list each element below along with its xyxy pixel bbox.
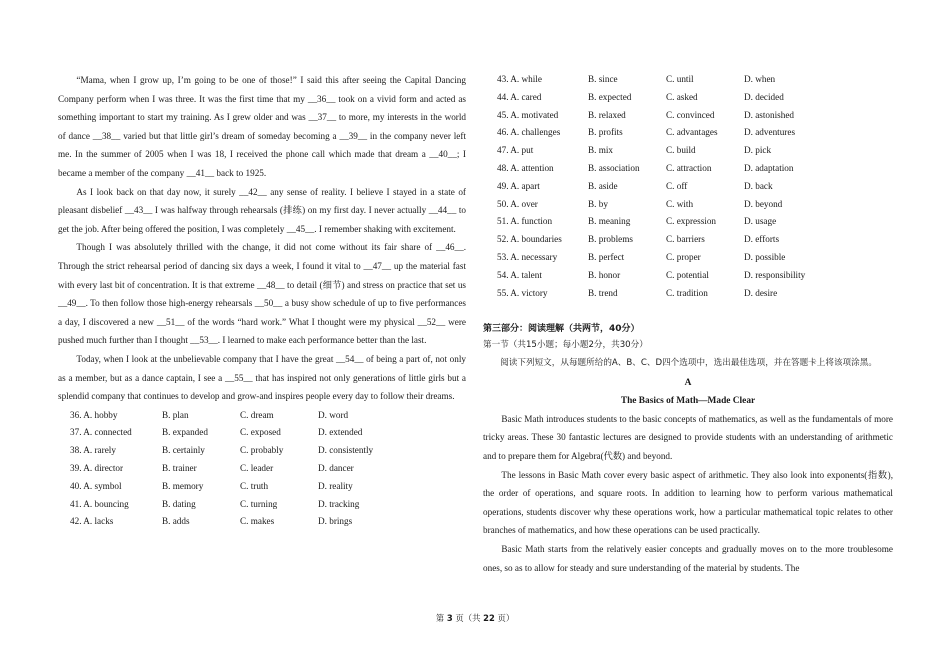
option-b: B. profits [588, 127, 623, 138]
option-d: D. word [318, 409, 349, 420]
option-a: 36. A. hobby [70, 409, 118, 420]
option-row [497, 231, 893, 249]
option-row [497, 213, 893, 231]
option-a: 48. A. attention [497, 162, 554, 173]
option-row [497, 285, 893, 303]
option-d: D. desire [744, 287, 778, 298]
option-row [497, 249, 893, 267]
footer-prefix: 第 [435, 613, 445, 623]
option-b: B. since [588, 74, 618, 84]
option-row [497, 71, 893, 89]
option-a: 53. A. necessary [497, 251, 558, 262]
option-d: D. when [744, 74, 776, 84]
option-d: D. responsibility [744, 269, 806, 280]
option-a: 46. A. challenges [497, 127, 561, 138]
option-b: B. association [588, 162, 640, 173]
option-d: D. back [744, 180, 773, 191]
option-b: B. aside [588, 180, 618, 191]
option-c: C. barriers [666, 234, 705, 245]
option-d: D. reality [318, 480, 353, 491]
page-number: 3 [446, 613, 453, 623]
option-row [497, 178, 893, 196]
option-d: D. decided [744, 91, 784, 102]
option-a: 37. A. connected [70, 427, 132, 438]
option-d: D. usage [744, 216, 777, 227]
option-d: D. possible [744, 251, 786, 262]
passage-paragraph: As I look back on that day now, it surely __42__ any sense of reality. I believe I stayed in a state of pleasant disbelief __43__ I was halfway through rehearsals (排练) on my first day. I never actually __44__ to get the job. After being offered the position, I was completely __45__. I remember shaking with excitement. [58, 186, 466, 234]
option-c: C. makes [240, 516, 275, 527]
passage-letter: A [684, 377, 692, 388]
option-a: 43. A. while [497, 74, 542, 84]
option-b: B. plan [162, 409, 189, 420]
option-b: B. expanded [162, 427, 208, 438]
option-a: 54. A. talent [497, 269, 542, 280]
option-a: 41. A. bouncing [70, 498, 129, 509]
option-d: D. consistently [318, 445, 374, 456]
option-row [70, 460, 466, 478]
option-d: D. tracking [318, 498, 360, 509]
article-paragraph: The lessons in Basic Math cover every basic aspect of arithmetic. They also look into exponents(指数), the order of operations, and square roots. In addition to learning how to perform various mathematical operations, students discover why these operations work, how a particular mathematical topic relates to other branches of mathematics, and how these operations can be used practically. [483, 469, 893, 536]
page-total: 22 [483, 613, 495, 623]
option-d: D. beyond [744, 198, 783, 209]
passage-paragraph: Though I was absolutely thrilled with the change, it did not come without its fair share of __46__. Through the strict rehearsal period of dancing six days a week, I found it vital to __47__ up the material fast with every last bit of concentration. It is that extreme __48__ to detail (细节) and stress on practice that set us __49__. To then follow those high-energy rehearsals __50__ a busy show schedule of up to five performances a day, I discovered a new __51__ of the words “hard work.” What I thought were my physical __52__ were pushed much further than I thought __53__. I learned to make each performance better than the last. [58, 242, 466, 346]
option-c: C. with [666, 198, 694, 209]
option-row [497, 89, 893, 107]
option-b: B. dating [162, 498, 196, 509]
option-b: B. expected [588, 91, 632, 102]
option-d: D. adaptation [744, 162, 794, 173]
option-row [70, 513, 466, 531]
footer-middle: 页（共 [455, 613, 481, 623]
option-row [70, 407, 466, 425]
article-paragraph: Basic Math starts from the relatively easier concepts and gradually moves on to the more troublesome ones, so as to allow for steady and sure understanding of the material by students. The [483, 543, 893, 573]
options-list [58, 407, 466, 532]
option-a: 44. A. cared [497, 91, 542, 102]
section-subtitle: 第一节（共15小题；每小题2分，共30分） [483, 340, 648, 351]
option-a: 49. A. apart [497, 180, 540, 191]
option-a: 50. A. over [497, 198, 538, 209]
option-a: 52. A. boundaries [497, 234, 562, 245]
option-row [70, 424, 466, 442]
option-b: B. relaxed [588, 109, 626, 120]
option-c: C. proper [666, 251, 701, 262]
article-title: The Basics of Math—Made Clear [620, 395, 756, 406]
option-b: B. mix [588, 145, 614, 156]
option-d: D. brings [318, 516, 353, 527]
section-title: 第三部分：阅读理解（共两节，40分） [483, 324, 640, 335]
option-row [70, 496, 466, 514]
option-b: B. perfect [588, 251, 625, 262]
option-c: C. potential [666, 269, 709, 280]
option-a: 55. A. victory [497, 287, 548, 298]
option-c: C. advantages [666, 127, 718, 138]
option-d: D. astonished [744, 109, 795, 120]
option-b: B. certainly [162, 445, 205, 456]
option-row [497, 142, 893, 160]
option-a: 51. A. function [497, 216, 553, 227]
options-list [483, 71, 893, 302]
option-row [70, 478, 466, 496]
option-row [497, 107, 893, 125]
option-b: B. trainer [162, 463, 197, 474]
option-c: C. probably [240, 445, 284, 456]
option-a: 38. A. rarely [70, 445, 116, 456]
option-c: C. off [666, 180, 688, 191]
option-a: 47. A. put [497, 145, 534, 156]
option-d: D. extended [318, 427, 363, 438]
option-c: C. leader [240, 463, 274, 474]
instruction-text: 阅读下列短文，从每题所给的A、B、C、D四个选项中，选出最佳选项，并在答题卡上将该项涂黑。 [500, 358, 877, 369]
option-row [497, 267, 893, 285]
option-a: 42. A. lacks [70, 516, 114, 527]
option-row [497, 196, 893, 214]
option-d: D. dancer [318, 463, 354, 474]
option-c: C. expression [666, 216, 717, 227]
option-b: B. problems [588, 234, 633, 245]
option-c: C. convinced [666, 109, 715, 120]
option-c: C. dream [240, 409, 274, 420]
option-a: 45. A. motivated [497, 109, 559, 120]
option-row [497, 124, 893, 142]
option-a: 40. A. symbol [70, 480, 122, 491]
option-b: B. memory [162, 480, 204, 491]
option-row [497, 160, 893, 178]
right-column [483, 71, 893, 577]
left-column [58, 71, 466, 531]
option-a: 39. A. director [70, 463, 124, 474]
passage-paragraph: “Mama, when I grow up, I’m going to be one of those!” I said this after seeing the Capital Dancing Company perform when I was three. It was the first time that my __36__ took on a vivid form and acted as something important to start my training. As I grew older and was __37__ to more, my interests in the world of dance __38__ varied but that little girl’s dream of someday becoming a __39__ in the company never left me. In the summer of 2005 when I was 18, I received the phone call which made that dream a __40__; I became a member of the company __41__ back to 1925. [58, 75, 466, 178]
option-c: C. asked [666, 91, 698, 102]
page-footer [0, 612, 950, 624]
option-c: C. attraction [666, 162, 712, 173]
option-d: D. adventures [744, 127, 796, 138]
option-c: C. tradition [666, 287, 708, 298]
option-c: C. turning [240, 498, 278, 509]
footer-suffix: 页） [497, 613, 515, 623]
option-b: B. meaning [588, 216, 631, 227]
option-c: C. truth [240, 480, 269, 491]
option-d: D. efforts [744, 234, 780, 245]
option-b: B. trend [588, 287, 618, 298]
option-b: B. adds [162, 516, 190, 527]
option-c: C. exposed [240, 427, 281, 438]
passage-paragraph: Today, when I look at the unbelievable company that I have the great __54__ of being a part of, not only as a member, but as a dance captain, I see a __55__ that has inspired not only generations of little girls but a splendid company that continues to develop and grow-and inspires people every day to follow their dreams. [58, 353, 466, 402]
option-row [70, 442, 466, 460]
option-c: C. build [666, 145, 696, 156]
article-paragraph: Basic Math introduces students to the basic concepts of mathematics, as well as the fundamentals of more tricky areas. These 30 fantastic lectures are designed to provide students with an understanding of arithmetic and to prepare them for Algebra(代数) and beyond. [483, 413, 893, 461]
option-b: B. honor [588, 269, 621, 280]
option-c: C. until [666, 74, 694, 84]
option-b: B. by [588, 198, 608, 209]
option-d: D. pick [744, 145, 772, 156]
